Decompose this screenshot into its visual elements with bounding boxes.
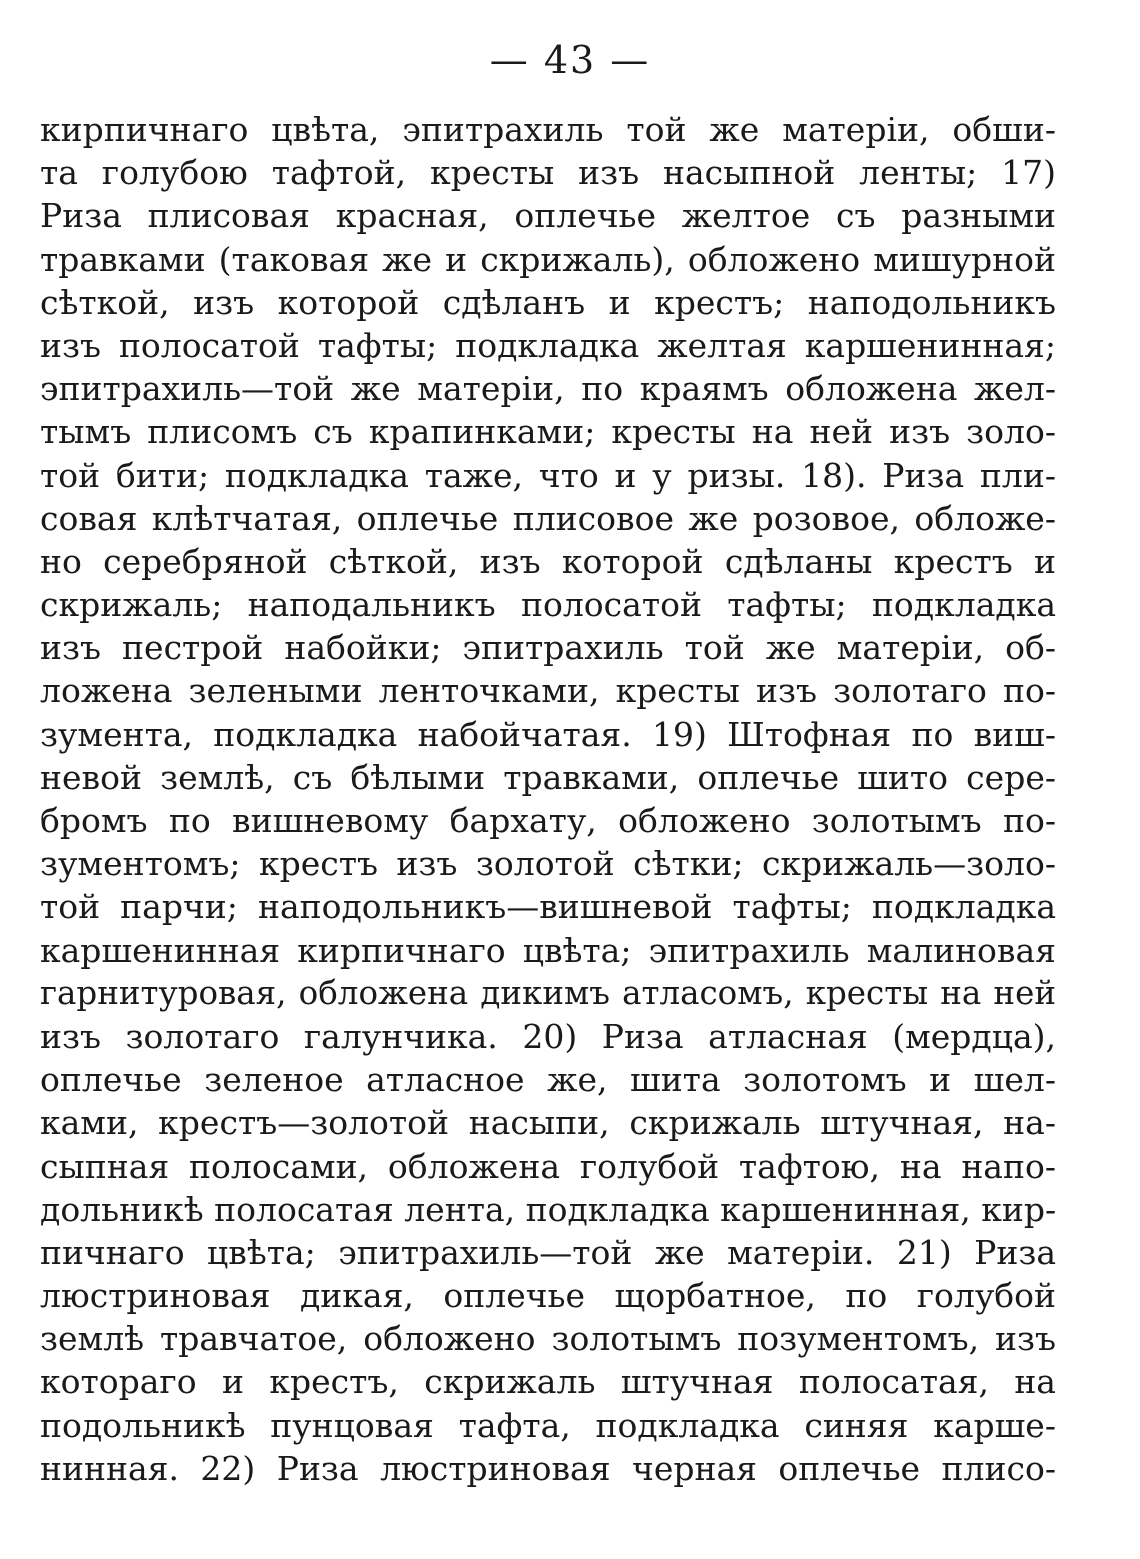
text-line: но серебряной сѣткой, изъ которой сдѣланы крестъ и [40, 541, 1056, 581]
body-text [40, 108, 1056, 1490]
text-line: скрижаль; наподальникъ полосатой тафты; подкладка [40, 585, 1056, 625]
text-line: гарнитуровая, обложена дикимъ атласомъ, кресты на ней [40, 973, 1056, 1012]
text-line: совая клѣтчатая, оплечье плисовое же розовое, обложе- [40, 498, 1056, 538]
text-line: котораго и крестъ, скрижаль штучная полосатая, на [40, 1362, 1056, 1402]
text-line: нинная. 22) Риза люстриновая черная оплечье плисо- [40, 1448, 1056, 1488]
text-line: сыпная полосами, обложена голубой тафтою, на напо- [40, 1146, 1056, 1186]
text-line: пичнаго цвѣта; эпитрахиль—той же матеріи. 21) Риза [40, 1232, 1056, 1272]
text-line: подольникѣ пунцовая тафта, подкладка синяя карше- [40, 1405, 1056, 1445]
text-line: та голубою тафтой, кресты изъ насыпной ленты; 17) [40, 153, 1056, 193]
text-line: эпитрахиль—той же матеріи, по краямъ обложена жел- [40, 369, 1056, 409]
text-line: изъ пестрой набойки; эпитрахиль той же матеріи, об- [40, 628, 1056, 668]
page-number: — 43 — [489, 38, 651, 82]
text-line: ками, крестъ—золотой насыпи, скрижаль штучная, на- [40, 1103, 1056, 1143]
text-line: каршенинная кирпичнаго цвѣта; эпитрахиль малиновая [40, 930, 1056, 970]
text-line: изъ полосатой тафты; подкладка желтая каршенинная; [40, 325, 1056, 365]
text-line: оплечье зеленое атласное же, шита золотомъ и шел- [40, 1060, 1056, 1100]
text-line: люстриновая дикая, оплечье щорбатное, по голубой [40, 1276, 1056, 1316]
text-line: зумента, подкладка набойчатая. 19) Штофная по виш- [40, 714, 1056, 754]
text-line: дольникѣ полосатая лента, подкладка каршенинная, кир- [40, 1189, 1056, 1229]
text-line: сѣткой, изъ которой сдѣланъ и крестъ; наподольникъ [40, 282, 1056, 322]
text-line: той парчи; наподольникъ—вишневой тафты; подкладка [40, 887, 1056, 927]
text-line: Риза плисовая красная, оплечье желтое съ разными [40, 196, 1056, 236]
text-line: землѣ травчатое, обложено золотымъ позументомъ, изъ [40, 1319, 1056, 1359]
text-line: бромъ по вишневому бархату, обложено золотымъ по- [40, 801, 1056, 840]
text-line: той бити; подкладка таже, что и у ризы. 18). Риза пли- [40, 455, 1056, 495]
text-line: тымъ плисомъ съ крапинками; кресты на ней изъ золо- [40, 412, 1056, 452]
text-line: зументомъ; крестъ изъ золотой сѣтки; скрижаль—золо- [40, 844, 1056, 884]
text-line: ложена зелеными ленточками, кресты изъ золотаго по- [40, 671, 1056, 711]
text-line: изъ золотаго галунчика. 20) Риза атласная (мердца), [40, 1016, 1056, 1056]
text-line: травками (таковая же и скрижаль), обложено мишурной [40, 239, 1056, 279]
text-line: кирпичнаго цвѣта, эпитрахиль той же матеріи, обши- [40, 110, 1056, 149]
text-line: невой землѣ, съ бѣлыми травками, оплечье шито сере- [40, 757, 1056, 797]
